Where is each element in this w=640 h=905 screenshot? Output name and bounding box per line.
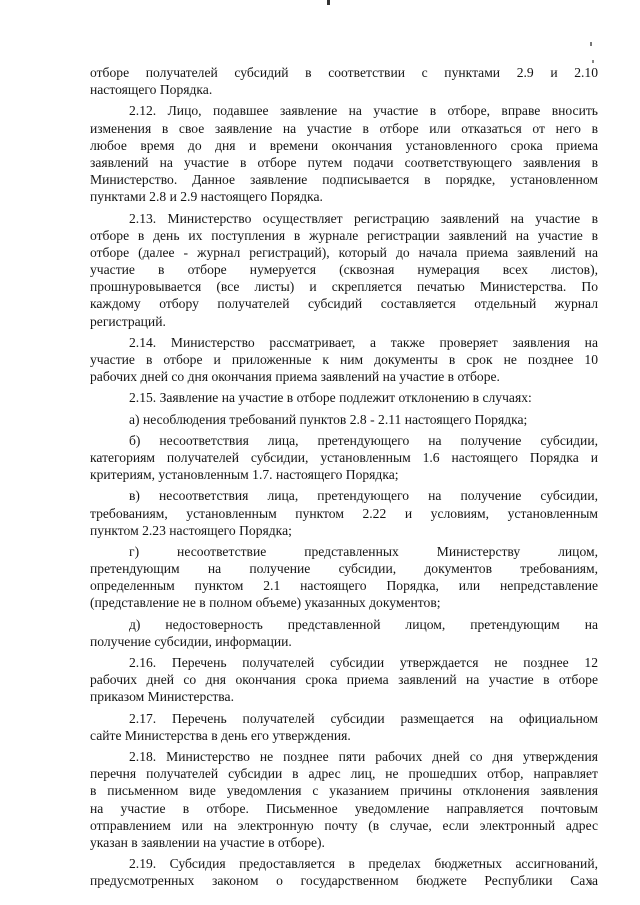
text-line: б) несоответствия лица, претендующего на получение субсидии, [129,432,598,448]
text-line: настоящего Порядка. [90,82,213,98]
text-line: участие в отборе нумеруется (сквозная нумерация всех листов), [90,262,598,278]
text-line: г) несоответствие представленных Министерству лицом, [129,543,598,559]
text-line: указан в заявлении на участие в отборе). [90,834,325,850]
text-line: сайте Министерства в день его утверждения. [90,727,351,743]
text-line: каждому отбору получателей субсидий составляется отдельный журнал [90,296,598,312]
text-line: критериям, установленным 1.7. настоящего Порядка; [90,467,399,483]
text-line: в письменном виде уведомления с указанием причины отклонения заявления [90,783,598,799]
text-line: перечня получателей субсидии в адрес лиц, не прошедших отбор, направляет [90,766,598,782]
document-page [90,64,598,889]
text-line: любое время до дня и времени окончания установленного срока приема [90,137,598,153]
text-line: отборе (далее - журнал регистраций), который до начала приема заявлений на [90,244,598,260]
text-line: Министерство. Данное заявление подписывается в порядке, установленном [90,172,598,188]
text-line: 2.14. Министерство рассматривает, а также проверяет заявления на [129,334,598,350]
scan-speck-right-2 [592,60,594,63]
text-line: требованиям, установленным пунктом 2.22 и условиям, установленным [90,505,598,521]
text-line: участие в отборе и приложенные к ним документы в срок не позднее 10 [90,352,598,367]
text-line: пунктом 2.23 настоящего Порядка; [90,522,292,538]
text-line: регистраций. [90,313,166,329]
text-line: претендующим на получение субсидии, документов требованиям, [90,561,598,577]
text-line: изменения в свое заявление на участие в отборе или отказаться от него в [90,120,598,136]
text-line: рабочих дней со дня окончания приема заявлений на участие в отборе. [90,369,500,385]
text-line: 2.19. Субсидия предоставляется в пределах бюджетных ассигнований, [129,856,598,872]
text-line: на участие в отборе. Письменное уведомление направляется почтовым [90,800,598,816]
text-line: категориям получателей субсидии, установленным 1.6 настоящего Порядка и [90,449,598,465]
text-line: 2.13. Министерство осуществляет регистрацию заявлений на участие в [129,210,598,226]
text-line: 2.15. Заявление на участие в отборе подлежит отклонению в случаях: [129,390,532,406]
text-line: 2.12. Лицо, подавшее заявление на участие в отборе, вправе вносить [129,103,598,119]
text-line: заявлений на участие в отборе путем подачи соответствующего заявления в [90,154,598,170]
text-line: определенным пунктом 2.1 настоящего Порядка, или непредставление [90,578,598,594]
text-line: рабочих дней со дня окончания срока приема заявлений на участие в отборе [90,672,598,688]
text-line: предусмотренных законом о государственном бюджете Республики Саха [90,873,598,889]
text-line: пунктами 2.8 и 2.9 настоящего Порядка. [90,189,323,205]
text-line: приказом Министерства. [90,689,234,705]
text-line: получение субсидии, информации. [90,633,292,649]
text-line: а) несоблюдения требований пунктов 2.8 - 2.11 настоящего Порядка; [129,411,528,427]
scan-dot-top [327,0,330,5]
scan-speck-right-1 [590,42,592,46]
text-line: отборе получателей субсидий в соответствии с пунктами 2.9 и 2.10 [90,65,598,80]
text-line: д) недостоверность представленной лицом, претендующим на [129,616,598,632]
text-line: 2.16. Перечень получателей субсидии утверждается не позднее 12 [129,655,598,670]
text-line: отборе в день их поступления в журнале регистрации заявлений на участие в [90,227,598,243]
text-line: прошнуровывается (все листы) и скрепляется печатью Министерства. По [90,279,598,295]
text-line: 2.18. Министерство не позднее пяти рабочих дней со дня утверждения [129,748,598,764]
text-line: отправлением или на электронную почту (в случае, если электронный адрес [90,817,598,833]
text-line: в) несоответствия лица, претендующего на получение субсидии, [129,488,598,504]
text-line: (представление не в полном объеме) указанных документов; [90,595,441,611]
text-line: 2.17. Перечень получателей субсидии размещается на официальном [129,710,598,726]
